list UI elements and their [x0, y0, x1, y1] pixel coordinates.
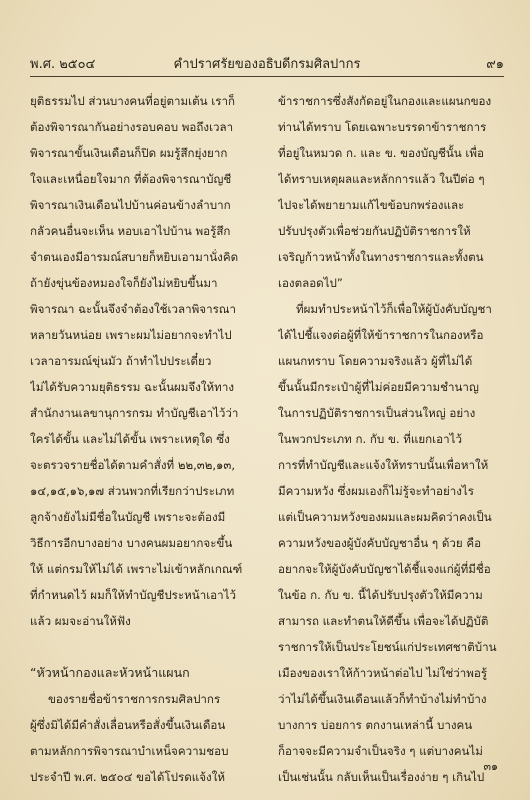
text-line: หลายวันหน่อย เพราะผมไม่อยากจะทำไป	[30, 328, 232, 342]
text-line: มีความหวัง ซึ่งผมเองก็ไม่รู้จะทำอย่างไร	[278, 484, 474, 498]
text-line: ปรับปรุงตัวเพื่อช่วยกันปฏิบัติราชการให้	[278, 224, 471, 238]
page-header	[30, 53, 504, 75]
text-line: ยุติธรรมไป ส่วนบางคนที่อยู่ตามเต้น เราก็	[30, 94, 235, 108]
text-line: แผนกทราบ โดยความจริงแล้ว ผู้ที่ไม่ได้	[278, 354, 473, 368]
text-line: เวลาอารมณ์ขุ่นมัว ถ้าทำไปประเดี๋ยว	[30, 354, 212, 368]
text-line: เมืองของเราให้ก้าวหน้าต่อไป ไม่ใช่ว่าพอรู้	[278, 666, 488, 680]
text-line: การที่ทำบัญชีและแจ้งให้ทราบนั้นเพื่อหาให้	[278, 458, 489, 472]
quote-heading: “หัวหน้ากองและหัวหน้าแผนก	[30, 665, 190, 680]
text-line: พิจารณาเงินเดือนไปบ้านค่อนข้างลำบาก	[30, 198, 231, 212]
text-line: สามารถ และทำตนให้ดีขึ้น เพื่อจะได้ปฏิบัติ	[278, 614, 489, 628]
text-line: ให้ แต่กรมให้ไม่ได้ เพราะไม่เข้าหลักเกณฑ์	[30, 562, 243, 576]
header-page-number: ๙๑	[486, 57, 504, 72]
text-line: ผู้ซึ่งมิได้มีคำสั่งเลื่อนหรือสั่งขึ้นเงินเดือน	[30, 718, 226, 732]
left-column	[30, 88, 254, 790]
text-line: ต้องพิจารณากันอย่างรอบคอบ พอถึงเวลา	[30, 120, 234, 134]
text-line: ไม่ได้รับความยุติธรรม ฉะนั้นผมจึงให้ทาง	[30, 380, 235, 394]
text-line: ประจำปี พ.ศ. ๒๕๐๔ ขอได้โปรดแจ้งให้	[30, 770, 225, 784]
text-line: แต่เป็นความหวังของผมและผมคิดว่าคงเป็น	[278, 510, 492, 524]
paragraph-gap	[30, 634, 254, 660]
text-line: พิจารณาขั้นเงินเดือนก็ปิด ผมรู้สึกยุ่งยาก	[30, 146, 228, 160]
text-line: ไปจะได้พยายามแก้ไขข้อบกพร่องและ	[278, 198, 465, 212]
text-line: ใครได้ขั้น และไม่ได้ขั้น เพราะเหตุใด ซึ่ง	[30, 432, 230, 446]
text-line: ที่กำหนดไว้ ผมก็ให้ทำบัญชีประหน้าเอาไว้	[30, 588, 236, 602]
text-line: ได้ไปชี้แจงต่อผู้ที่ให้ข้าราชการในกองหรือ	[278, 328, 484, 342]
text-line: ข้าราชการซึ่งสังกัดอยู่ในกองและแผนกของ	[278, 94, 492, 108]
footer-page-mark: ๓๑	[483, 760, 498, 773]
text-line: วิธีการอีกบางอย่าง บางคนผมอยากจะขึ้น	[30, 536, 233, 550]
text-line: ได้ทราบเหตุผลและหลักการแล้ว ในปีต่อ ๆ	[278, 172, 485, 186]
text-line: ท่านได้ทราบ โดยเฉพาะบรรดาข้าราชการ	[278, 120, 487, 134]
text-line: ที่ผมทำประหน้าไว้ก็เพื่อให้ผู้บังคับบัญชา	[296, 302, 492, 316]
text-line: ๑๔,๑๕,๑๖,๑๗ ส่วนพวกที่เรียกว่าประเภท	[30, 484, 235, 498]
text-line: ก็อาจจะมีความจำเป็นจริง ๆ แต่บางคนไม่	[278, 744, 483, 758]
text-line: อยากจะให้ผู้บังคับบัญชาได้ชี้แจงแก่ผู้ที่มีชื่อ	[278, 562, 491, 576]
text-line: ในพวกประเภท ก. กับ ข. ที่แยกเอาไว้	[278, 432, 462, 446]
text-line: จำตนเองมีอารมณ์สบายก็หยิบเอามานั่งคิด	[30, 250, 239, 264]
text-line: ใจและเหนื่อยใจมาก ที่ต้องพิจารณาบัญชี	[30, 172, 232, 186]
text-line: ในการปฏิบัติราชการเป็นส่วนใหญ่ อย่าง	[278, 406, 476, 420]
text-line: ถ้ายังขุ่นข้องหมองใจก็ยังไม่หยิบขึ้นมา	[30, 276, 218, 290]
text-line: เองตลอดไป”	[278, 276, 343, 290]
text-line: ราชการให้เป็นประโยชน์แก่ประเทศชาติบ้าน	[278, 640, 497, 654]
text-line: ว่าไม่ได้ขึ้นเงินเดือนแล้วก็ทำบ้างไม่ทำบ้าง	[278, 692, 487, 706]
text-line: เจริญก้าวหน้าทั้งในทางราชการและทั้งตน	[278, 250, 484, 264]
text-line: ที่อยู่ในหมวด ก. และ ข. ของบัญชีนั้น เพื่อ	[278, 146, 484, 160]
text-line: สำนักงานเลขานุการกรม ทำบัญชีเอาไว้ว่า	[30, 406, 239, 420]
text-line: จะตรวจรายชื่อได้ตามคำสั่งที่ ๒๒,๓๒,๑๓,	[30, 458, 236, 472]
text-line: ความหวังของผู้บังคับบัญชาอื่น ๆ ด้วย คือ	[278, 536, 482, 550]
text-line: พิจารณา ฉะนั้นจึงจำต้องใช้เวลาพิจารณา	[30, 302, 237, 316]
header-year: พ.ศ. ๒๕๐๔	[30, 57, 96, 72]
text-line: กลัวคนอื่นจะเห็น หอบเอาไปบ้าน พอรู้สึก	[30, 224, 231, 238]
right-column	[278, 88, 502, 790]
text-line: แล้ว ผมจะอ่านให้ฟัง	[30, 614, 131, 628]
text-line: เป็นเช่นนั้น กลับเห็นเป็นเรื่องง่าย ๆ เกินไป	[278, 770, 485, 784]
text-line: บางการ บ่อยการ ตกงานเหล่านี้ บางคน	[278, 718, 473, 732]
text-line: ขึ้นนั้นมีกระเป๋าผู้ที่ไม่ค่อยมีความชำนาญ	[278, 380, 479, 394]
text-line: ในข้อ ก. กับ ข. นี้ได้ปรับปรุงตัวให้มีความ	[278, 588, 483, 602]
text-line: ของรายชื่อข้าราชการกรมศิลปากร	[48, 692, 221, 706]
text-line: ลูกจ้างยังไม่มีชื่อในบัญชี เพราะจะต้องมี	[30, 510, 226, 524]
header-title: คำปราศรัยของอธิบดีกรมศิลปากร	[173, 57, 361, 72]
text-line: ตามหลักการพิจารณาบำเหน็จความชอบ	[30, 744, 229, 758]
header-rule	[30, 76, 504, 77]
